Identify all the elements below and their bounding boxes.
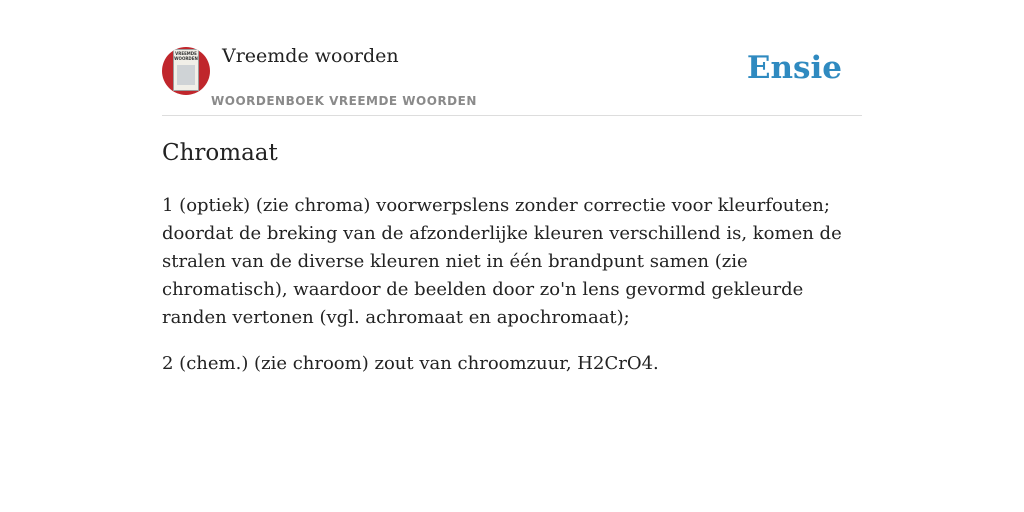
page	[162, 0, 862, 512]
definition-list	[162, 192, 862, 396]
site-subtitle: WOORDENBOEK VREEMDE WOORDEN	[211, 94, 477, 108]
entry-title: Chromaat	[162, 140, 278, 166]
book-cover-title: VREEMDE WOORDEN	[174, 51, 198, 61]
book-cover-image	[173, 49, 199, 91]
definition-item: 2 (chem.) (zie chroom) zout van chroomzuur, H2CrO4.	[162, 353, 659, 374]
definition-item: 1 (optiek) (zie chroma) voorwerpslens zonder correctie voor kleurfouten; doordat de breking van de afzonderlijke kleuren verschillend is, komen de stralen van de diverse kleuren niet in één brandpunt samen (zie chromatisch), waardoor de beelden door zo'n lens gevormd gekleurde randen vertonen (vgl. achromaat en apochromaat);	[162, 195, 842, 328]
book-cover-avatar[interactable]	[162, 47, 210, 95]
ensie-logo-link[interactable]: Ensie	[746, 50, 842, 86]
site-title[interactable]: Vreemde woorden	[222, 45, 399, 67]
book-cover-illustration	[177, 65, 195, 85]
header	[162, 0, 862, 116]
